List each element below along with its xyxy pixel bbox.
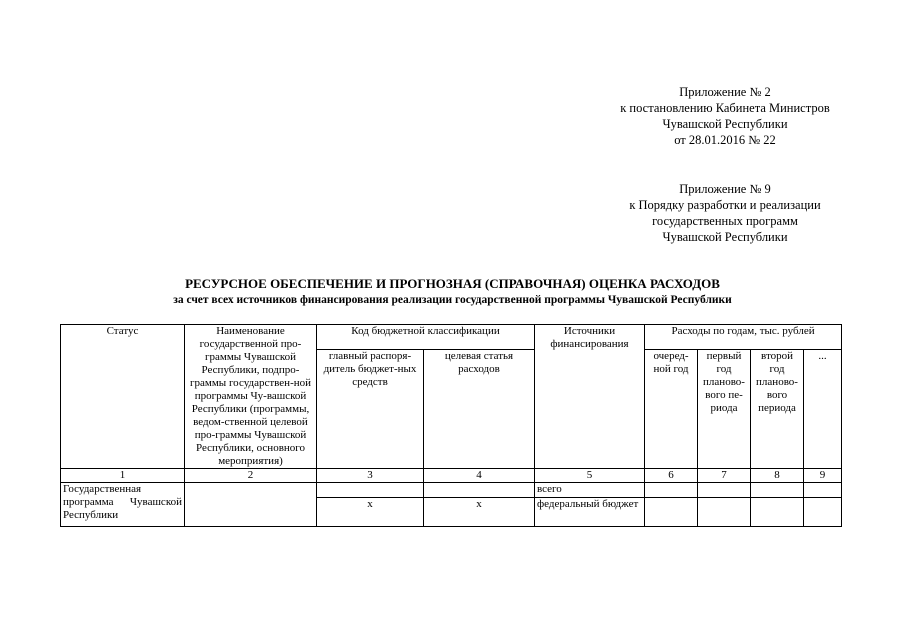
- row-value: [645, 498, 698, 527]
- appendix-2-republic: Чувашской Республики: [662, 117, 788, 131]
- col-number: 8: [751, 469, 804, 483]
- col-number: 2: [185, 469, 317, 483]
- col-number: 6: [645, 469, 698, 483]
- row-value: [751, 498, 804, 527]
- appendix-2-date: от 28.01.2016 № 22: [674, 133, 776, 147]
- col-number: 1: [61, 469, 185, 483]
- appendix-9-number: Приложение № 9: [679, 182, 771, 196]
- header-status: Статус: [61, 325, 185, 469]
- row-value: [804, 483, 842, 498]
- resource-table: [60, 324, 842, 527]
- col-number: 4: [424, 469, 535, 483]
- header-name: Наименование государственной про-граммы Чувашской Республики, подпро-граммы государствен-ной программы Чу-вашской Республики (программы, ведом-ственной целевой про-граммы Чувашской Республики, основного мероприятия): [185, 325, 317, 469]
- appendix-9-reference: к Порядку разработки и реализации: [629, 198, 821, 212]
- header-year-first: первый год планово-вого пе-риода: [698, 350, 751, 469]
- document-title: РЕСУРСНОЕ ОБЕСПЕЧЕНИЕ И ПРОГНОЗНАЯ (СПРАВОЧНАЯ) ОЦЕНКА РАСХОДОВ: [185, 276, 720, 291]
- row-name-cell: [185, 483, 317, 527]
- row-value: [804, 498, 842, 527]
- header-expenses: Расходы по годам, тыс. рублей: [645, 325, 842, 350]
- appendix-9-programs: государственных программ: [652, 214, 798, 228]
- row-manager-federal: x: [317, 498, 424, 527]
- appendix-2-block: [600, 84, 850, 148]
- row-target-total: [424, 483, 535, 498]
- appendix-2-reference: к постановлению Кабинета Министров: [620, 101, 830, 115]
- col-number: 3: [317, 469, 424, 483]
- header-year-next: очеред-ной год: [645, 350, 698, 469]
- appendix-2-number: Приложение № 2: [679, 85, 771, 99]
- header-target-item: целевая статья расходов: [424, 350, 535, 469]
- row-value: [698, 498, 751, 527]
- header-manager: главный распоря-дитель бюджет-ных средств: [317, 350, 424, 469]
- header-year-second: второй год планово-вого периода: [751, 350, 804, 469]
- row-status-cell: Государственная программа Чувашской Республики: [61, 483, 185, 527]
- col-number: 5: [535, 469, 645, 483]
- row-value: [698, 483, 751, 498]
- col-number: 7: [698, 469, 751, 483]
- appendix-9-block: [600, 181, 850, 245]
- header-budget-code: Код бюджетной классификации: [317, 325, 535, 350]
- header-year-more: ...: [804, 350, 842, 469]
- col-number: 9: [804, 469, 842, 483]
- row-source-total: всего: [535, 483, 645, 498]
- row-value: [751, 483, 804, 498]
- row-target-federal: x: [424, 498, 535, 527]
- row-value: [645, 483, 698, 498]
- row-manager-total: [317, 483, 424, 498]
- appendix-9-republic: Чувашской Республики: [662, 230, 788, 244]
- document-subtitle: за счет всех источников финансирования реализации государственной программы Чувашской Республики: [173, 294, 732, 306]
- row-source-federal: федеральный бюджет: [535, 498, 645, 527]
- header-sources: Источники финансирования: [535, 325, 645, 469]
